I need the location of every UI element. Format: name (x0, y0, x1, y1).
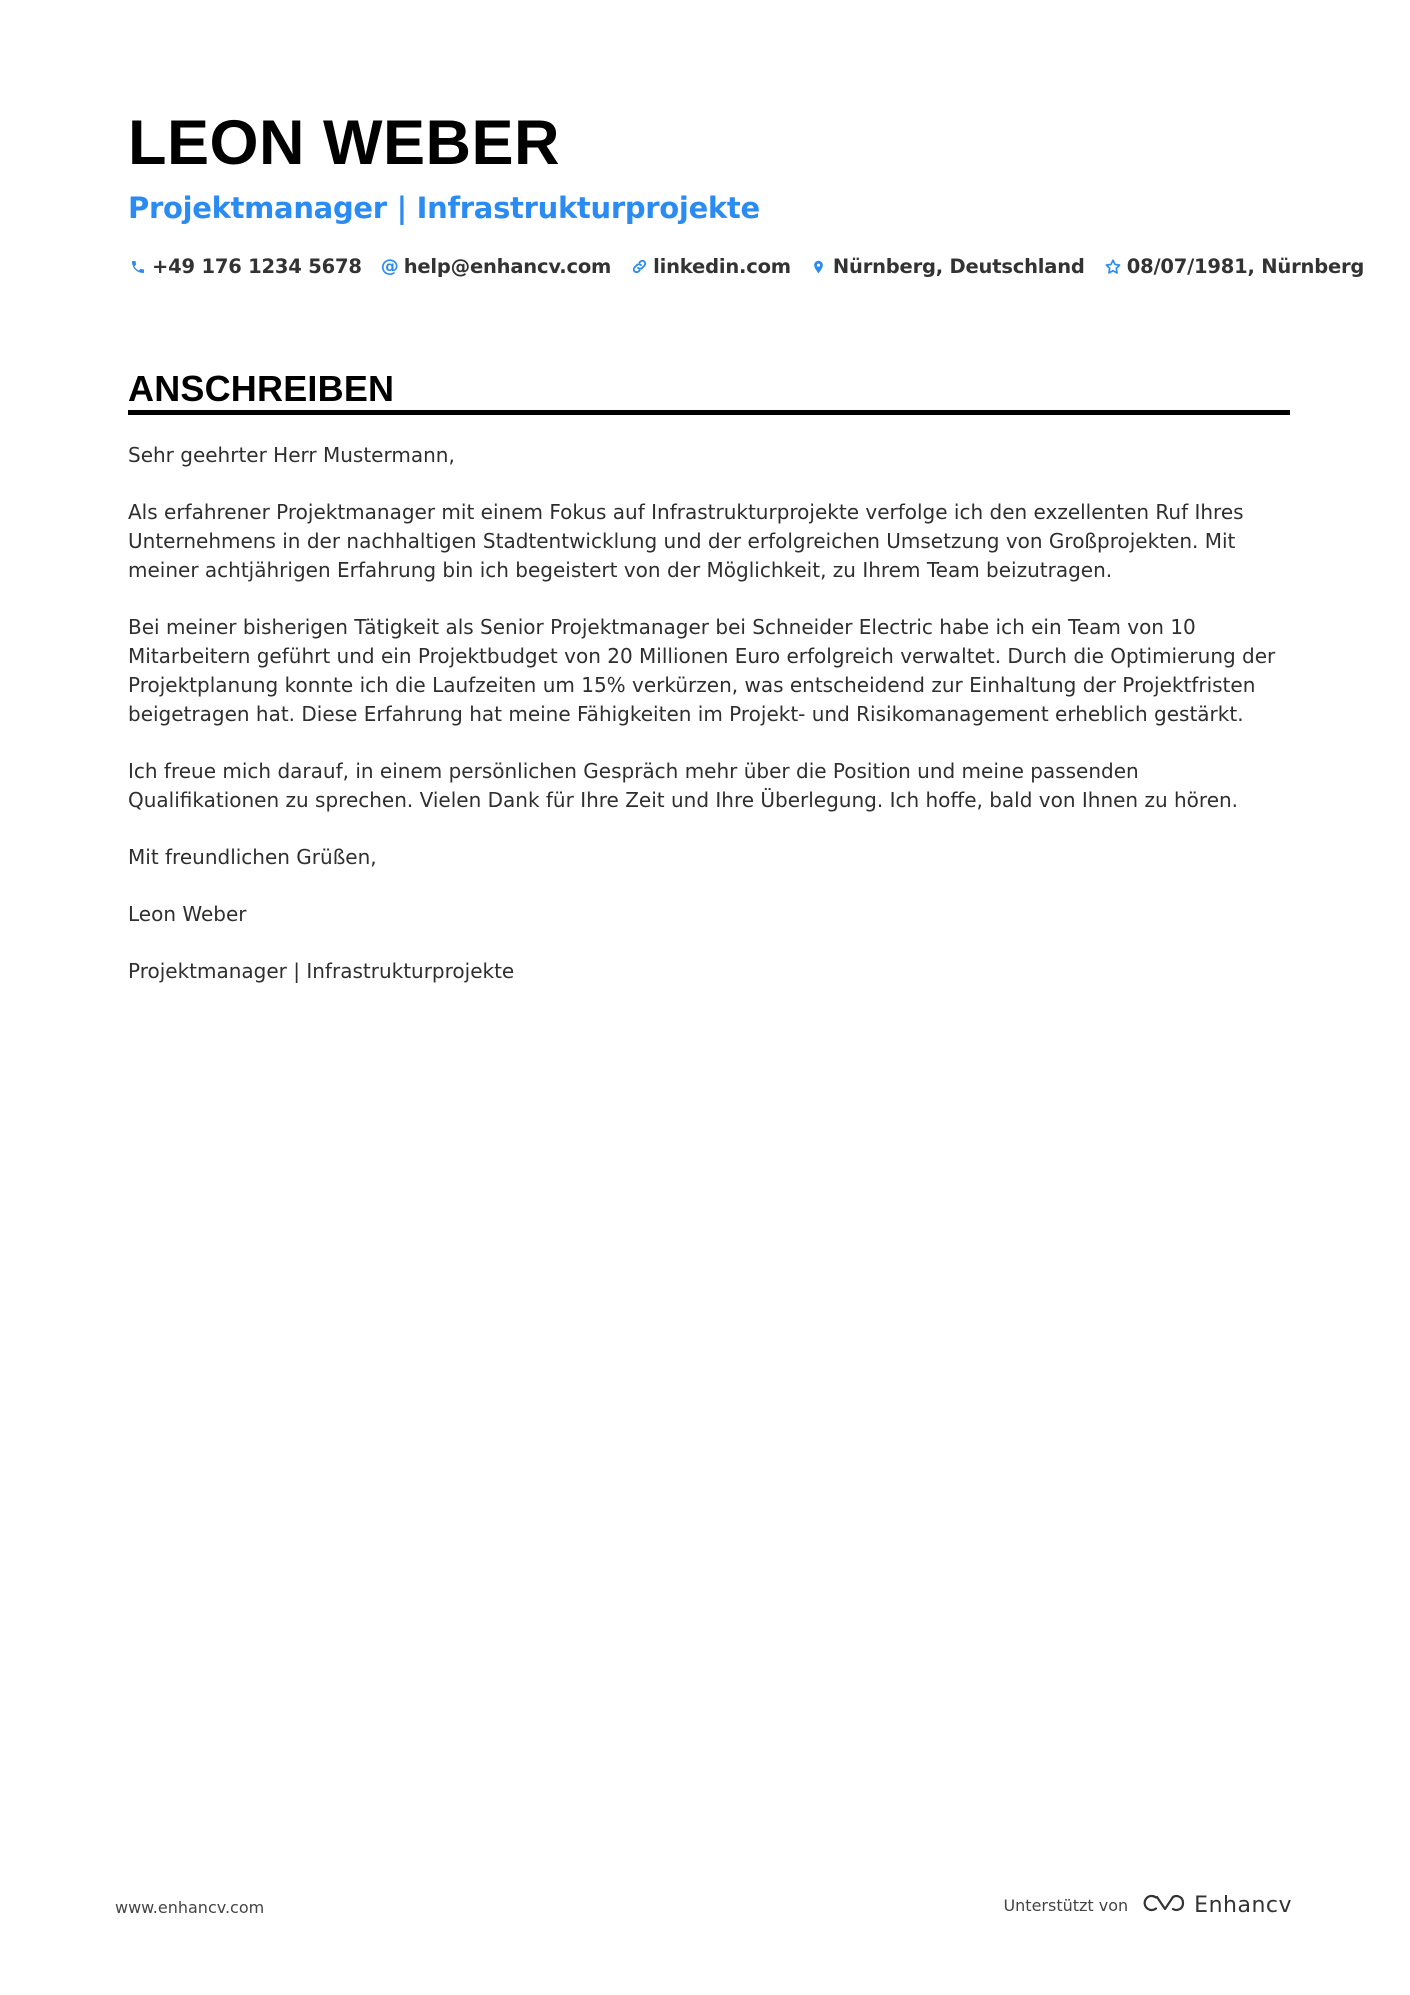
letter-body (128, 441, 1290, 1014)
linkedin-text: linkedin.com (653, 255, 791, 278)
contact-phone[interactable] (128, 255, 362, 278)
location-text: Nürnberg, Deutschland (832, 255, 1085, 278)
contact-bar (128, 255, 1382, 278)
letter-paragraph: Als erfahrener Projektmanager mit einem Fokus auf Infrastrukturprojekte verfolge ich den exzellenten Ruf Ihres Unternehmens in der nachhaltigen Stadtentwicklung und der erfolgreichen Umsetzung von Großprojekten. Mit meiner achtjährigen Erfahrung bin ich begeistert von der Möglichkeit, zu Ihrem Team beizutragen. (128, 500, 1244, 582)
contact-location (809, 255, 1085, 278)
signature-name: Leon Weber (128, 902, 247, 926)
closing: Mit freundlichen Grüßen, (128, 845, 377, 869)
star-icon (1103, 257, 1123, 277)
candidate-name: LEON WEBER (128, 108, 561, 178)
phone-icon (128, 257, 148, 277)
salutation: Sehr geehrter Herr Mustermann, (128, 443, 455, 467)
candidate-title: Projektmanager | Infrastrukturprojekte (128, 191, 760, 225)
enhancv-logo-icon (1140, 1890, 1186, 1920)
letter-paragraph: Bei meiner bisherigen Tätigkeit als Senior Projektmanager bei Schneider Electric habe ich ein Team von 10 Mitarbeitern geführt und ein Projektbudget von 20 Millionen Euro erfolgreich verwaltet. Durch die Optimierung der Projektplanung konnte ich die Laufzeiten um 15% verkürzen, was entscheidend zur Einhaltung der Projektfristen beigetragen hat. Diese Erfahrung hat meine Fähigkeiten im Projekt- und Risikomanagement erheblich gestärkt. (128, 615, 1276, 726)
brand-name: Enhancv (1194, 1892, 1292, 1918)
section-divider (128, 410, 1290, 415)
footer-branding[interactable] (1003, 1890, 1292, 1920)
birth-text: 08/07/1981, Nürnberg (1126, 255, 1365, 278)
signature-title: Projektmanager | Infrastrukturprojekte (128, 959, 515, 983)
location-pin-icon (809, 257, 829, 277)
footer-website-link[interactable]: www.enhancv.com (115, 1898, 265, 1917)
letter-paragraph: Ich freue mich darauf, in einem persönlichen Gespräch mehr über die Position und meine passenden Qualifikationen zu sprechen. Vielen Dank für Ihre Zeit und Ihre Überlegung. Ich hoffe, bald von Ihnen zu hören. (128, 759, 1239, 812)
section-title: ANSCHREIBEN (128, 368, 395, 409)
powered-by-text: Unterstützt von (1003, 1895, 1129, 1915)
link-icon (629, 257, 649, 277)
email-text: help@enhancv.com (403, 255, 612, 278)
contact-birth (1103, 255, 1364, 278)
at-icon: @ (380, 255, 399, 277)
contact-email[interactable] (380, 255, 611, 278)
phone-text: +49 176 1234 5678 (152, 255, 362, 278)
contact-linkedin[interactable] (629, 255, 791, 278)
